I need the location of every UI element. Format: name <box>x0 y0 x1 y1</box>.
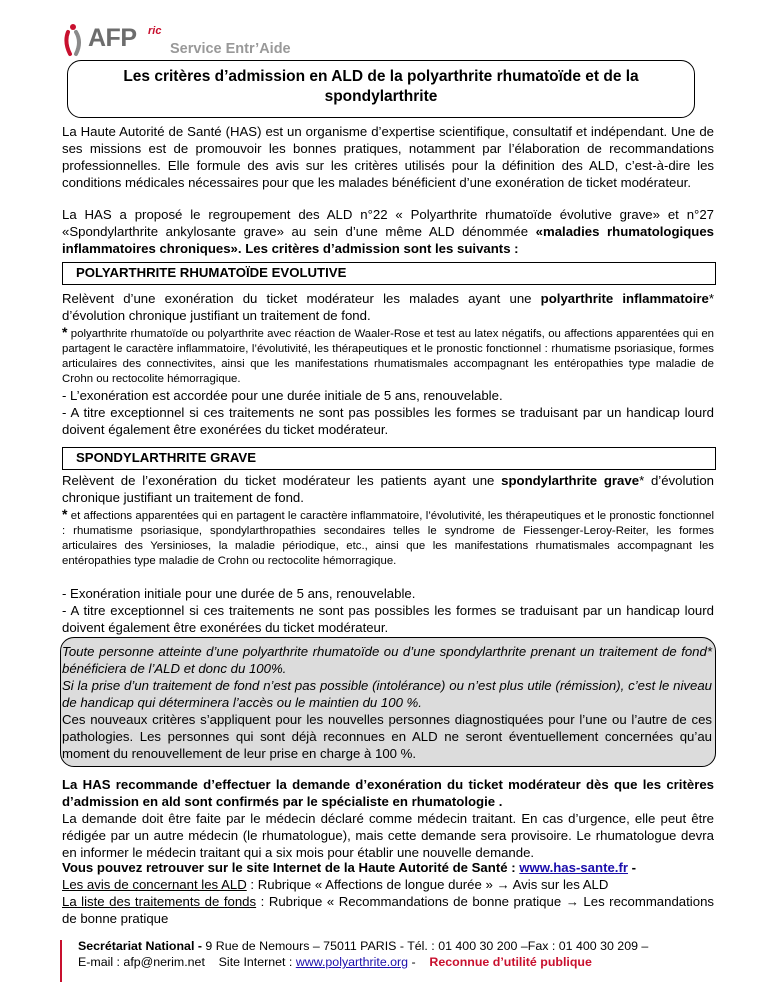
section-heading-polyarthrite <box>62 262 716 285</box>
section1-bold: polyarthrite inflammatoire <box>540 291 709 306</box>
section2-line-1: - Exonération initiale pour une durée de 5 ans, renouvelable. <box>62 586 416 601</box>
footer-recognition: Reconnue d’utilité publique <box>429 955 592 969</box>
section2-bold: spondylarthrite grave <box>501 473 640 488</box>
section1-paragraph <box>62 290 714 324</box>
note-italic-2: Si la prise d’un traitement de fond n’est pas possible (intolérance) ou n’est plus utile (rémission), c’est le niveau de handicap qui déterminera l’accès ou le maintien du 100 %. <box>62 678 712 710</box>
footnote-text: polyarthrite rhumatoïde ou polyarthrite avec réaction de Waaler-Rose et test au latex négatifs, ou affections apparentées qui en partagent le caractère inflammatoire, l’évolutivité, les thérapeutiques et le pronostic fonctionnel : rhumatisme psoriasique, formes articulaires des connectivites, ainsi que les manifestations rhumatismales accompagnant les entéropathies type maladie de Crohn ou rectocolite hémorragique. <box>62 328 714 385</box>
avis-link[interactable]: Les avis de concernant les ALD <box>62 877 247 892</box>
intro-p2-text: La HAS a proposé le regroupement des ALD n°22 « Polyarthrite rhumatoïde évolutive grave» et n°27 «Spondylarthrite ankylosante grave» au sein d’une même ALD dénommée <box>62 207 714 239</box>
footer-accent-bar <box>60 940 62 982</box>
footer-site-link[interactable]: www.polyarthrite.org <box>295 955 409 969</box>
logo-text: AFP <box>88 24 137 52</box>
links-avis <box>62 876 714 893</box>
note-italic-1: Toute personne atteinte d’une polyarthrite rhumatoïde ou d’une spondylarthrite prenant un traitement de fond* bénéficiera de l’ALD et donc du 100%. <box>62 644 712 676</box>
footer-email[interactable]: E-mail : afp@nerim.net <box>78 955 205 969</box>
note-text: Ces nouveaux critères s’appliquent pour les nouvelles personnes diagnostiquées pour l’une ou l’autre de ces pathologies. Les personnes qui sont déjà reconnues en ALD ne seront éventuellement concernées qu’au moment du renouvellement de leur prise en charge à 100 %. <box>62 712 712 761</box>
section1-text-end: * d’évolution chronique justifiant un traitement de fond. <box>62 291 714 323</box>
logo-suffix: ric <box>148 25 162 37</box>
section2-paragraph <box>62 472 714 506</box>
footer-line-1 <box>78 938 718 954</box>
section2-text-end: * d’évolution chronique justifiant un traitement de fond. <box>62 473 714 505</box>
links-intro <box>62 859 714 876</box>
footer-org: Secrétariat National - <box>78 939 206 953</box>
footnote-star: * <box>62 324 68 340</box>
avis-path: : Rubrique « Affections de longue durée » → Avis sur les ALD <box>246 877 609 892</box>
intro-paragraph-1: La Haute Autorité de Santé (HAS) est un organisme d’expertise scientifique, consultatif et indépendant. Une de ses missions est de promouvoir les bonnes pratiques, notamment par l’élaboration de recommandations professionnelles. Elle formule des avis sur les critères utilisés pour la définition des ALD, c’est-à-dire les conditions médicales nécessaires pour que les malades bénéficient d’une exonération de ticket modérateur. <box>62 124 714 190</box>
intro-p2-bold: «maladies rhumatologiques inflammatoires chroniques». Les critères d’admission sont les suivants : <box>62 224 714 256</box>
section1-footnote <box>62 325 714 387</box>
liste-path: : Rubrique « Recommandations de bonne pratique → Les recommandations de bonne pratique <box>62 894 714 926</box>
afp-logo <box>62 20 172 60</box>
liste-link[interactable]: La liste des traitements de fonds <box>62 894 257 909</box>
footer <box>78 938 718 970</box>
footer-line-2 <box>78 954 718 970</box>
recommendation-bold: La HAS recommande d’effectuer la demande d’exonération du ticket modérateur dès que les critères d’admission en ald sont confirmés par le spécialiste en rhumatologie . <box>62 777 714 809</box>
section2-text: Relèvent de l’exonération du ticket modérateur les patients ayant une <box>62 473 502 488</box>
footnote-star: * <box>62 506 68 522</box>
links-dash: - <box>627 860 637 875</box>
page-title: Les critères d’admission en ALD de la polyarthrite rhumatoïde et de la spondylarthrite <box>123 68 639 105</box>
recommendation-text: La demande doit être faite par le médecin déclaré comme médecin traitant. En cas d’urgence, elle peut être rédigée par un autre médecin (le rhumatologue), mais cette demande sera provisoire. Le rhumatologue devra en informer le médecin traitant qui a six mois pour établir une nouvelle demande. <box>62 811 714 860</box>
has-site-link[interactable]: www.has-sante.fr <box>519 860 628 875</box>
section-heading-text: POLYARTHRITE RHUMATOÏDE EVOLUTIVE <box>76 265 347 280</box>
section-heading-text: SPONDYLARTHRITE GRAVE <box>76 450 256 465</box>
links-liste <box>62 893 714 927</box>
section2-line-2: - A titre exceptionnel si ces traitements ne sont pas possibles les formes se traduisant par un handicap lourd doivent également être exonérées du ticket modérateur. <box>62 603 714 635</box>
section1-line-1: - L’exonération est accordée pour une durée initiale de 5 ans, renouvelable. <box>62 388 503 403</box>
section1-text: Relèvent d’une exonération du ticket modérateur les malades ayant une <box>62 291 541 306</box>
footnote-text: et affections apparentées qui en partagent le caractère inflammatoire, l’évolutivité, les thérapeutiques et le pronostic fonctionnel : rhumatisme psoriasique, spondylarthropathies secondaires telles le syndrome de Fiessenger-Leroy-Reiter, les formes articulaires des Yersinioses, la maladie périodique, etc., ainsi que les manifestations rhumatismales accompagnant les entéropathies type maladie de Crohn ou rectocolite hémorragique. <box>62 510 714 567</box>
section2-footnote <box>62 507 714 569</box>
intro-paragraph-2 <box>62 206 714 257</box>
section1-line-2: - A titre exceptionnel si ces traitements ne sont pas possibles les formes se traduisant par un handicap lourd doivent également être exonérées du ticket modérateur. <box>62 405 714 437</box>
footer-address: 9 Rue de Nemours – 75011 PARIS - Tél. : 01 400 30 200 –Fax : 01 400 30 209 – <box>205 939 649 953</box>
section-heading-spondylarthrite <box>62 447 716 470</box>
links-intro-text: Vous pouvez retrouver sur le site Internet de la Haute Autorité de Santé : <box>62 860 520 875</box>
service-label: Service Entr’Aide <box>170 41 291 57</box>
footer-site-label: Site Internet : <box>218 955 296 969</box>
footer-site-dash: - <box>408 955 416 969</box>
